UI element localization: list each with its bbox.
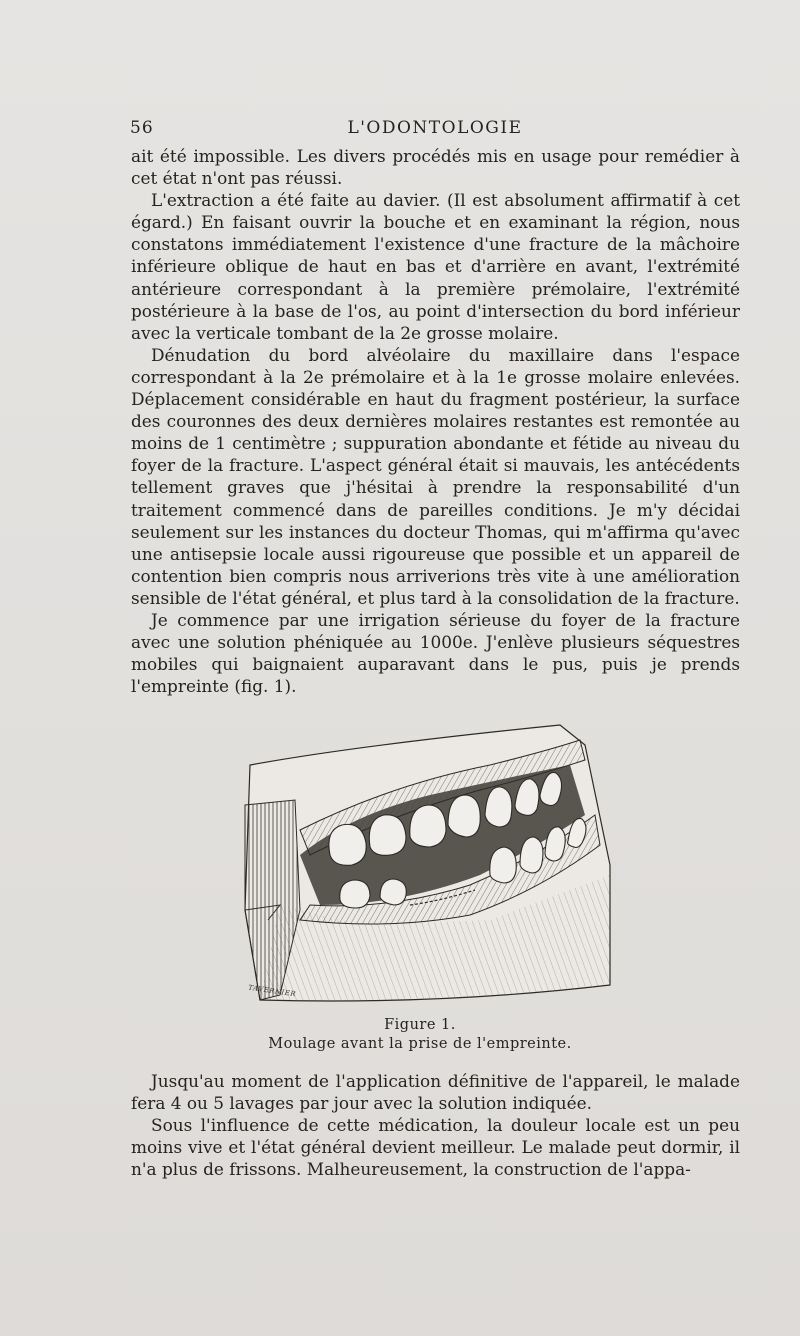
dental-cast-engraving <box>240 705 620 1015</box>
figure-dental-cast <box>240 705 620 1015</box>
paragraph: Sous l'influence de cette médication, la douleur locale est un peu moins vive et l'état général devient meilleur. Le malade peut dormir, il n'a plus de frissons. Malheureusement, la construction de l'appa- <box>131 1115 740 1180</box>
paragraph: Jusqu'au moment de l'application définitive de l'appareil, le malade fera 4 ou 5 lavages par jour avec la solution indiquée. <box>131 1071 740 1114</box>
page-number: 56 <box>130 118 154 138</box>
figure-label: Figure 1. <box>384 1017 456 1033</box>
paragraph: L'extraction a été faite au davier. (Il est absolument affirmatif à cet égard.) En faisant ouvrir la bouche et en examinant la région, nous constatons immédiatement l'existence d'une fracture de la mâchoire inférieure oblique de haut en bas et d'arrière en avant, l'extrémité antérieure correspondant à la première prémolaire, l'extrémité postérieure à la base de l'os, au point d'intersection du bord inférieur avec la verticale tombant de la 2e grosse molaire. <box>131 190 740 343</box>
body-text-top <box>131 145 740 697</box>
paragraph: Je commence par une irrigation sérieuse du foyer de la fracture avec une solution phéniquée au 1000e. J'enlève plusieurs séquestres mobiles qui baignaient auparavant dans le pus, puis je prends l'empreinte (fig. 1). <box>131 609 740 697</box>
engraver-signature: TAVERNIER <box>247 983 297 999</box>
running-head <box>130 118 740 144</box>
running-title: L'ODONTOLOGIE <box>347 118 523 138</box>
paragraph: ait été impossible. Les divers procédés mis en usage pour remédier à cet état n'ont pas réussi. <box>131 146 740 189</box>
paragraph: Dénudation du bord alvéolaire du maxillaire dans l'espace correspondant à la 2e prémolaire et à la 1e grosse molaire enlevées. Déplacement considérable en haut du fragment postérieur, la surface des couronnes des deux dernières molaires restantes est remontée au moins de 1 centimètre ; suppuration abondante et fétide au niveau du foyer de la fracture. L'aspect général était si mauvais, les antécédents tellement graves que j'hésitai à prendre la responsabilité d'un traitement commencé dans de pareilles conditions. Je m'y décidai seulement sur les instances du docteur Thomas, qui m'affirma qu'avec une antisepsie locale aussi rigoureuse que possible et un appareil de contention bien compris nous arriverions très vite à une amélioration sensible de l'état général, et plus tard à la consolidation de la fracture. <box>131 344 740 608</box>
body-text-bottom <box>131 1070 740 1180</box>
figure-caption: Moulage avant la prise de l'empreinte. <box>268 1036 572 1052</box>
